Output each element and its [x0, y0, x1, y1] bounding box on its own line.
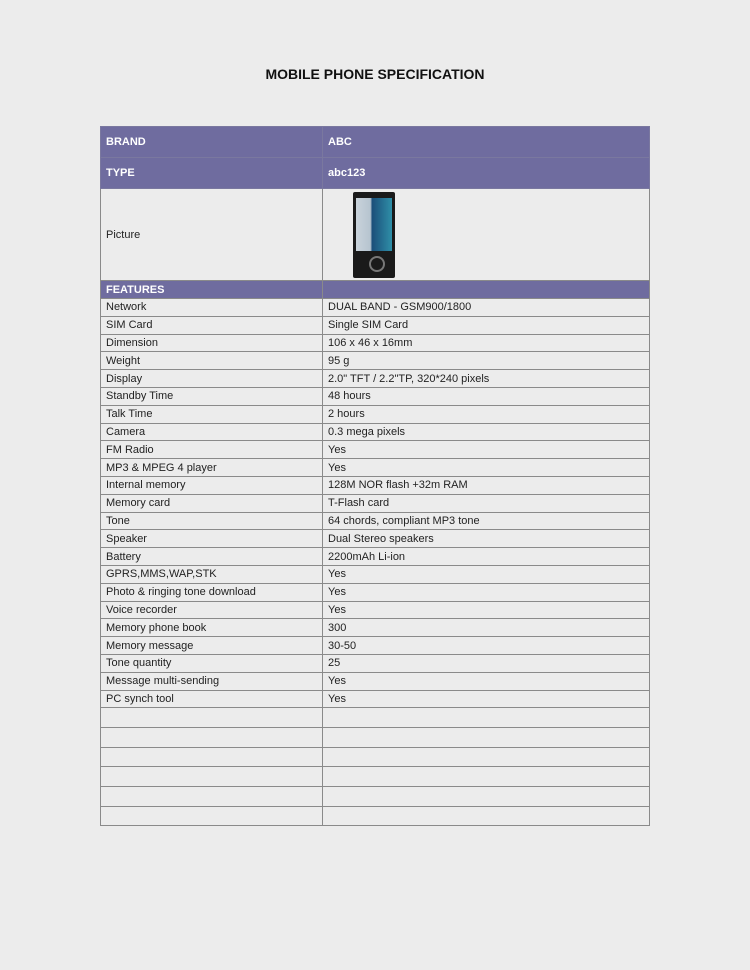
table-row [101, 459, 650, 477]
feature-value: 64 chords, compliant MP3 tone [323, 512, 650, 530]
table-row [101, 370, 650, 388]
empty-row [101, 787, 650, 807]
feature-value: Dual Stereo speakers [323, 530, 650, 548]
empty-cell [101, 747, 323, 767]
empty-cell [323, 767, 650, 787]
brand-row [101, 127, 650, 158]
empty-cell [323, 806, 650, 826]
table-row [101, 690, 650, 708]
feature-value: Yes [323, 672, 650, 690]
feature-value: 106 x 46 x 16mm [323, 334, 650, 352]
table-row [101, 476, 650, 494]
table-row [101, 512, 650, 530]
feature-name: Photo & ringing tone download [101, 583, 323, 601]
feature-value: DUAL BAND - GSM900/1800 [323, 299, 650, 317]
phone-image [353, 192, 395, 278]
table-row [101, 601, 650, 619]
feature-value: 25 [323, 654, 650, 672]
feature-value: Yes [323, 690, 650, 708]
feature-value: 0.3 mega pixels [323, 423, 650, 441]
feature-name: Tone quantity [101, 654, 323, 672]
picture-label: Picture [101, 189, 323, 281]
feature-value: 2 hours [323, 405, 650, 423]
empty-cell [323, 747, 650, 767]
type-row [101, 158, 650, 189]
feature-value: Yes [323, 565, 650, 583]
feature-value: 2.0" TFT / 2.2"TP, 320*240 pixels [323, 370, 650, 388]
feature-name: PC synch tool [101, 690, 323, 708]
feature-name: Tone [101, 512, 323, 530]
spec-table [100, 126, 650, 826]
table-row [101, 423, 650, 441]
feature-name: FM Radio [101, 441, 323, 459]
empty-row [101, 767, 650, 787]
picture-row [101, 189, 650, 281]
feature-name: Network [101, 299, 323, 317]
feature-name: GPRS,MMS,WAP,STK [101, 565, 323, 583]
table-row [101, 299, 650, 317]
empty-cell [101, 787, 323, 807]
feature-name: Battery [101, 548, 323, 566]
feature-value: 95 g [323, 352, 650, 370]
feature-value: 300 [323, 619, 650, 637]
feature-value: T-Flash card [323, 494, 650, 512]
feature-name: Internal memory [101, 476, 323, 494]
page-title: MOBILE PHONE SPECIFICATION [265, 66, 485, 82]
picture-cell [323, 189, 650, 281]
table-row [101, 530, 650, 548]
table-row [101, 441, 650, 459]
feature-value: Yes [323, 441, 650, 459]
feature-name: MP3 & MPEG 4 player [101, 459, 323, 477]
empty-cell [101, 728, 323, 748]
empty-cell [101, 708, 323, 728]
empty-cell [323, 728, 650, 748]
feature-name: Speaker [101, 530, 323, 548]
feature-value: 48 hours [323, 387, 650, 405]
feature-value: Yes [323, 583, 650, 601]
empty-row [101, 708, 650, 728]
table-row [101, 405, 650, 423]
features-label: FEATURES [101, 281, 323, 299]
feature-name: Voice recorder [101, 601, 323, 619]
table-row [101, 583, 650, 601]
feature-name: SIM Card [101, 316, 323, 334]
type-label: TYPE [101, 158, 323, 189]
empty-cell [323, 787, 650, 807]
feature-value: 2200mAh Li-ion [323, 548, 650, 566]
feature-name: Memory message [101, 637, 323, 655]
feature-name: Dimension [101, 334, 323, 352]
feature-name: Talk Time [101, 405, 323, 423]
table-row [101, 619, 650, 637]
table-row [101, 494, 650, 512]
table-row [101, 565, 650, 583]
feature-value: Single SIM Card [323, 316, 650, 334]
feature-name: Memory card [101, 494, 323, 512]
feature-name: Weight [101, 352, 323, 370]
empty-row [101, 728, 650, 748]
feature-name: Message multi-sending [101, 672, 323, 690]
feature-name: Memory phone book [101, 619, 323, 637]
empty-cell [323, 708, 650, 728]
empty-row [101, 747, 650, 767]
table-row [101, 334, 650, 352]
table-row [101, 672, 650, 690]
feature-value: 128M NOR flash +32m RAM [323, 476, 650, 494]
table-row [101, 387, 650, 405]
feature-name: Camera [101, 423, 323, 441]
feature-value: Yes [323, 601, 650, 619]
feature-name: Display [101, 370, 323, 388]
table-row [101, 654, 650, 672]
feature-value: Yes [323, 459, 650, 477]
brand-label: BRAND [101, 127, 323, 158]
empty-cell [101, 806, 323, 826]
table-row [101, 548, 650, 566]
type-value: abc123 [323, 158, 650, 189]
table-row [101, 316, 650, 334]
feature-value: 30-50 [323, 637, 650, 655]
feature-name: Standby Time [101, 387, 323, 405]
table-row [101, 637, 650, 655]
empty-row [101, 806, 650, 826]
table-row [101, 352, 650, 370]
features-header-row [101, 281, 650, 299]
empty-cell [101, 767, 323, 787]
brand-value: ABC [323, 127, 650, 158]
